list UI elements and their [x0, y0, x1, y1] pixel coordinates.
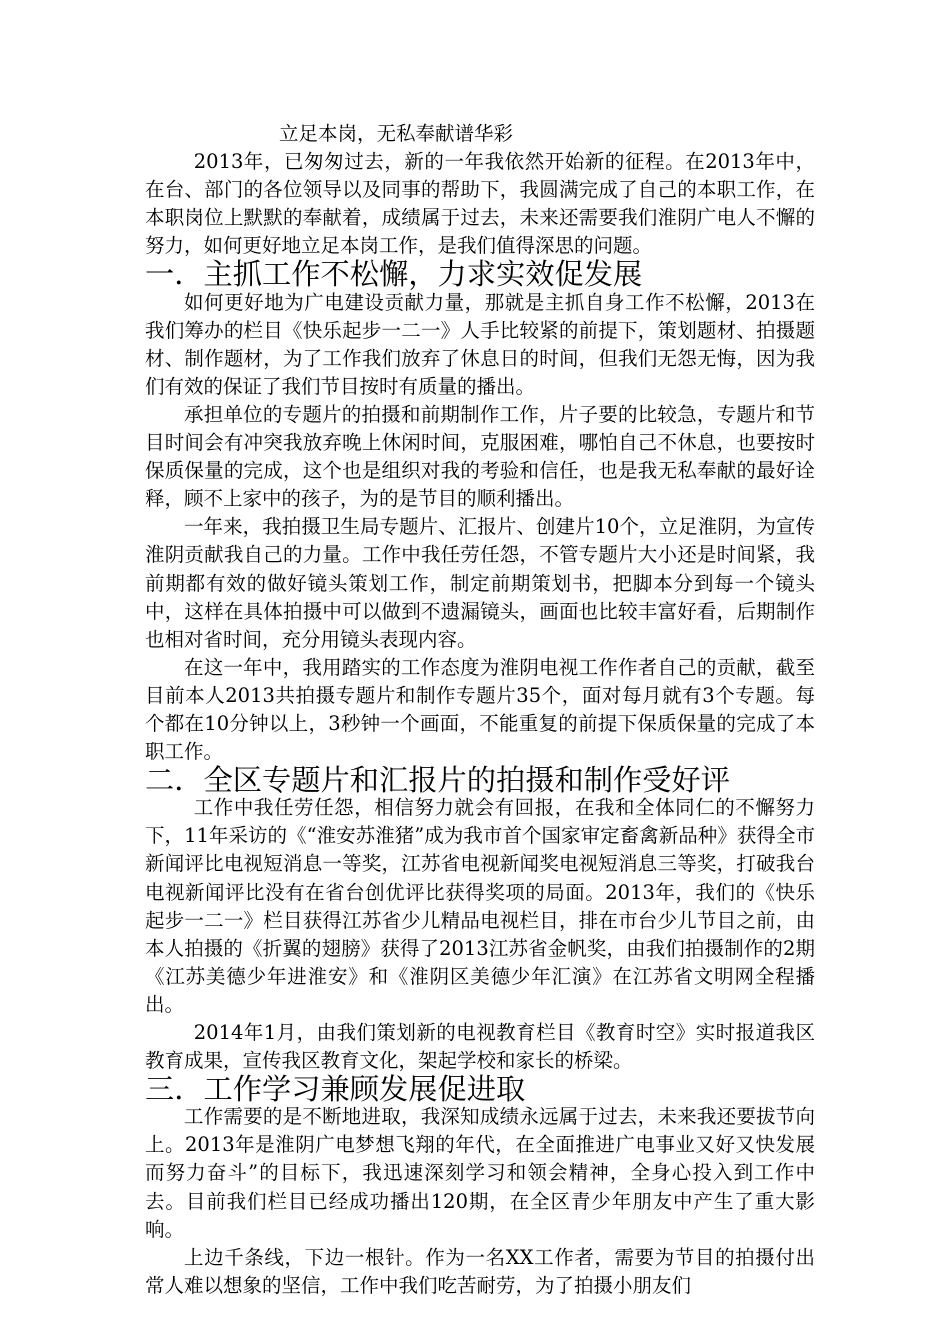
section-3-paragraph: 上边千条线，下边一根针。作为一名XX工作者，需要为节目的拍摄付出常人难以想象的坚信，工作中我们吃苦耐劳，为了拍摄小朋友们 [145, 1245, 815, 1297]
section-3-paragraph: 工作需要的是不断地进取，我深知成绩永远属于过去，未来我还要拔节向上。2013年是淮阴广电梦想飞翔的年代，在全面推进广电事业又好又快发展而努力奋斗”的目标下，我迅速深刻学习和领会精神，全身心投入到工作中去。目前我们栏目已经成功播出120期，在全区青少年朋友中产生了重大影响。 [145, 1105, 815, 1241]
section-1-paragraph: 如何更好地为广电建设贡献力量，那就是主抓自身工作不松懈，2013在我们筹办的栏目《快乐起步一二一》人手比较紧的前提下，策划题材、拍摄题材、制作题材，为了工作我们放弃了休息日的时间，但我们无怨无悔，因为我们有效的保证了我们节目按时有质量的播出。 [145, 290, 815, 398]
section-1-paragraph: 在这一年中，我用踏实的工作态度为淮阴电视工作作者自己的贡献，截至目前本人2013共拍摄专题片和制作专题片35个，面对每月就有3个专题。每个都在10分钟以上，3秒钟一个画面，不能重复的前提下保质保量的完成了本职工作。 [145, 655, 815, 764]
document-page [145, 120, 815, 1300]
section-2-heading: 二．全区专题片和汇报片的拍摄和制作受好评 [145, 763, 730, 798]
document-title: 立足本岗，无私奉献谱华彩 [279, 122, 514, 145]
intro-paragraph: 2013年，已匆匆过去，新的一年我依然开始新的征程。在2013年中，在台、部门的各位领导以及同事的帮助下，我圆满完成了自己的本职工作，在本职岗位上默默的奉献着，成绩属于过去，未来还需要我们淮阴广电人不懈的努力，如何更好地立足本岗工作，是我们值得深思的问题。 [145, 150, 815, 258]
section-1-heading: 一．主抓工作不松懈，力求实效促发展 [145, 257, 643, 292]
section-1-paragraph: 承担单位的专题片的拍摄和前期制作工作，片子要的比较急，专题片和节目时间会有冲突我放弃晚上休闲时间，克服困难，哪怕自己不休息，也要按时保质保量的完成，这个也是组织对我的考验和信任，也是我无私奉献的最好诠释，顾不上家中的孩子，为的是节目的顺利播出。 [145, 402, 815, 511]
section-2-paragraph: 2014年1月，由我们策划新的电视教育栏目《教育时空》实时报道我区教育成果，宣传我区教育文化，架起学校和家长的桥梁。 [145, 1021, 815, 1073]
section-1-paragraph: 一年来，我拍摄卫生局专题片、汇报片、创建片10个，立足淮阴，为宣传淮阴贡献我自己的力量。工作中我任劳任怨，不管专题片大小还是时间紧，我前期都有效的做好镜头策划工作，制定前期策划书，把脚本分到每一个镜头中，这样在具体拍摄中可以做到不遗漏镜头，画面也比较丰富好看，后期制作也相对省时间，充分用镜头表现内容。 [145, 515, 815, 651]
section-2-paragraph: 工作中我任劳任怨，相信努力就会有回报，在我和全体同仁的不懈努力下，11年采访的《“淮安苏淮猪”成为我市首个国家审定畜禽新品种》获得全市新闻评比电视短消息一等奖，江苏省电视新闻奖电视短消息三等奖，打破我台电视新闻评比没有在省台创优评比获得奖项的局面。2013年，我们的《快乐起步一二一》栏目获得江苏省少儿精品电视栏目，排在市台少儿节目之前，由本人拍摄的《折翼的翅膀》获得了2013江苏省金帆奖，由我们拍摄制作的2期《江苏美德少年进淮安》和《淮阴区美德少年汇演》在江苏省文明网全程播出。 [145, 796, 815, 1016]
section-3-heading: 三．工作学习兼顾发展促进取 [145, 1072, 526, 1107]
